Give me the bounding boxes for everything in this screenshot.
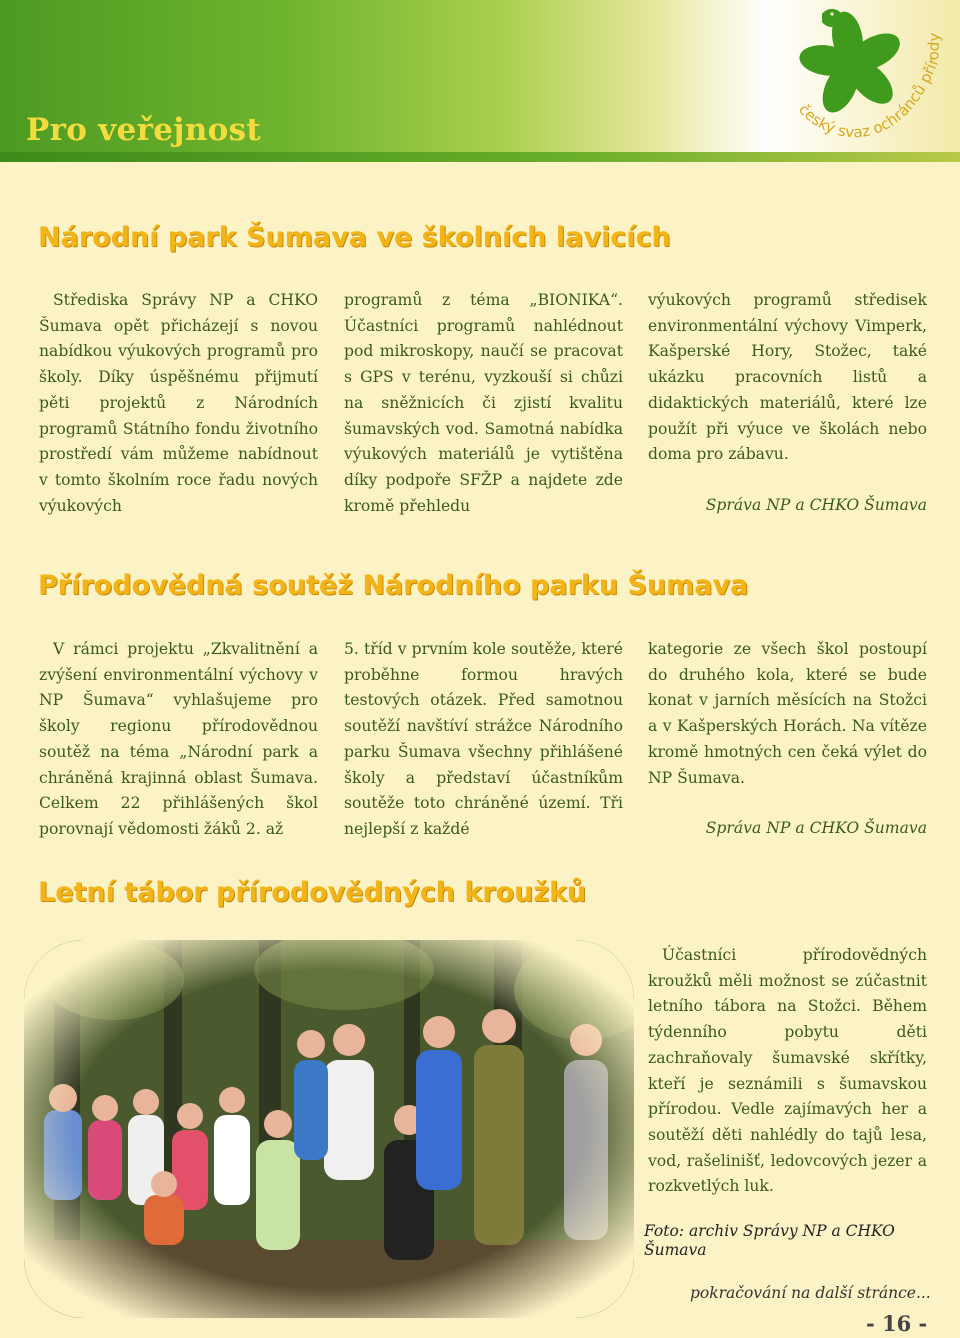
article-3-column [648,943,927,1200]
article-2-text-3: kategorie ze všech škol postoupí do druhého kola, které se bude konat v jarních měsících na Stožci a v Kašperských Horách. Na vítěze kromě hmotných cen čeká výlet do NP Šumava. [648,640,927,787]
page-number: - 16 - [866,1311,928,1336]
article-2-text-1: V rámci projektu „Zkvalitnění a zvýšení environmentální výchovy v NP Šumava“ vyhlašujeme pro školy regionu přírodovědnou soutěž na téma „Národní park a chráněná krajinná oblast Šumava. Celkem 22 přihlášených škol porovnají vědomosti žáků 2. až [39,640,318,838]
page-category-title: Pro veřejnost [26,112,262,148]
article-1-column-2 [344,288,623,519]
article-2-column-3 [648,637,927,842]
article-1-text-3: výukových programů středisek environmentální výchovy Vimperk, Kašperské Hory, Stožec, také ukázku pracovních listů a didaktických materiálů, které lze použít při výuce ve školách nebo doma pro zábavu. [648,291,927,464]
continued-note: pokračování na další stránce... [690,1284,931,1302]
article-2-text-2: 5. tříd v prvním kole soutěže, které proběhne formou hravých testových otázek. Před samotnou soutěží navštíví strážce Národního parku Šumava všechny přihlášené školy a představí účastníkům soutěže toto chráněné území. Tři nejlepší z každé [344,640,623,838]
article-2-signature: Správa NP a CHKO Šumava [705,819,927,838]
article-3-text: Účastníci přírodovědných kroužků měli možnost se zúčastnit letního tábora na Stožci. Během týdenního pobytu děti zachraňovaly šumavské skřítky, kteří je seznámili s šumavskou přírodou. Vedle zajímavých her a soutěží děti nahlédly do tajů lesa, vod, rašelinišť, ledovcových jezer a rozkvetlých luk. [648,946,927,1196]
csop-logo [780,2,960,162]
logo-text: český svaz ochránců přírody [795,32,944,142]
summer-camp-photo [24,940,634,1318]
article-1-signature: Správa NP a CHKO Šumava [705,495,927,514]
section-title-tabor: Letní tábor přírodovědných kroužků [38,877,587,908]
section-title-soutez: Přírodovědná soutěž Národního parku Šumava [38,570,749,601]
section-title-skolni-lavice: Národní park Šumava ve školních lavicích [38,222,671,253]
article-1-column-3 [648,288,927,519]
article-1-column-1 [39,288,318,519]
article-1-text-1: Střediska Správy NP a CHKO Šumava opět přicházejí s novou nabídkou výukových programů pro školy. Díky úspěšnému přijmutí pěti projektů z Národních programů Státního fondu životního prostředí vám můžeme nabídnout v tomto školním roce řadu nových výukových [39,291,318,515]
photo-caption: Foto: archiv Správy NP a CHKO Šumava [644,1222,895,1259]
article-2-column-1 [39,637,318,843]
article-2-column-2 [344,637,623,843]
article-1-text-2: programů z téma „BIONIKA“. Účastníci programů nahlédnout pod mikroskopy, naučí se pracovat s GPS v terénu, vyzkouší si chůzi na sněžnicích či zjistí kvalitu šumavských vod. Samotná nabídka výukových materiálů je vytištěna díky podpoře SFŽP a najdete zde kromě přehledu [344,291,623,515]
